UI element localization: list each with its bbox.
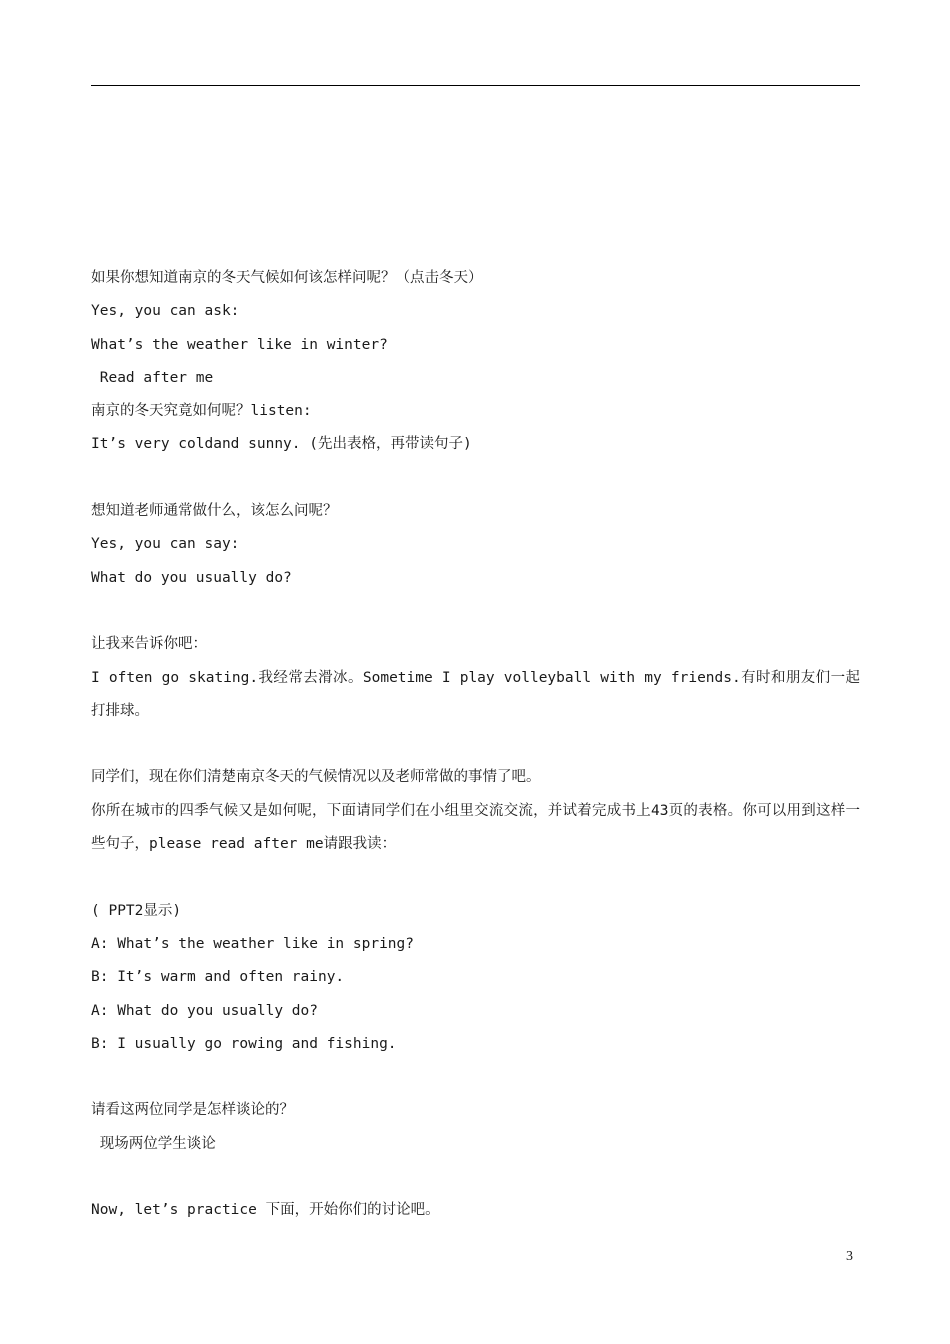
dialogue-b-warm-rainy: B: It’s warm and often rainy.: [91, 969, 345, 986]
spacer: [91, 861, 860, 894]
page-number: 3: [846, 1249, 853, 1264]
spacer: [91, 462, 860, 495]
question-winter-weather: 如果你想知道南京的冬天气候如何该怎样问呢？（点击冬天）: [91, 270, 483, 286]
paragraph-skating-volleyball: I often go skating.我经常去滑冰。Sometime I play volleyball with my friends.有时和朋友们一起打排球。: [91, 669, 860, 719]
question-teacher-usually-do: 想知道老师通常做什么，该怎么问呢？: [91, 503, 338, 520]
spacer: [91, 728, 860, 761]
line-what-do-you-usually-do: What do you usually do?: [91, 569, 292, 586]
paragraph-group-discussion: 你所在城市的四季气候又是如何呢，下面请同学们在小组里交流交流，并试着完成书上43页的表格。你可以用到这样一些句子，please read after me请跟我读：: [91, 802, 860, 853]
spacer: [91, 1061, 860, 1094]
dialogue-a-spring-weather: A: What’s the weather like in spring?: [91, 935, 415, 952]
line-yes-you-can-say: Yes, you can say:: [91, 536, 240, 553]
line-nanjing-winter-listen: 南京的冬天究竟如何呢？listen:: [91, 403, 312, 420]
dialogue-b-rowing-fishing: B: I usually go rowing and fishing.: [91, 1035, 397, 1052]
line-yes-you-can-ask: Yes, you can ask:: [91, 303, 240, 320]
header-rule: [91, 85, 860, 86]
line-cold-and-sunny: It’s very coldand sunny. (先出表格，再带读句子): [91, 436, 472, 453]
dialogue-a-usually-do: A: What do you usually do?: [91, 1002, 318, 1019]
line-now-lets-practice: Now, let’s practice 下面，开始你们的讨论吧。: [91, 1202, 440, 1219]
line-read-after-me: Read after me: [91, 369, 214, 386]
line-weather-winter: What’s the weather like in winter?: [91, 336, 388, 353]
line-two-students-discuss: 现场两位学生谈论: [91, 1135, 216, 1152]
line-let-me-tell-you: 让我来告诉你吧：: [91, 636, 207, 653]
document-body: [91, 262, 860, 1228]
line-ppt2-shown: ( PPT2显示): [91, 902, 182, 919]
line-see-two-students: 请看这两位同学是怎样谈论的？: [91, 1102, 294, 1119]
spacer: [91, 595, 860, 628]
spacer: [91, 1161, 860, 1194]
line-students-now-clear: 同学们，现在你们清楚南京冬天的气候情况以及老师常做的事情了吧。: [91, 769, 541, 786]
